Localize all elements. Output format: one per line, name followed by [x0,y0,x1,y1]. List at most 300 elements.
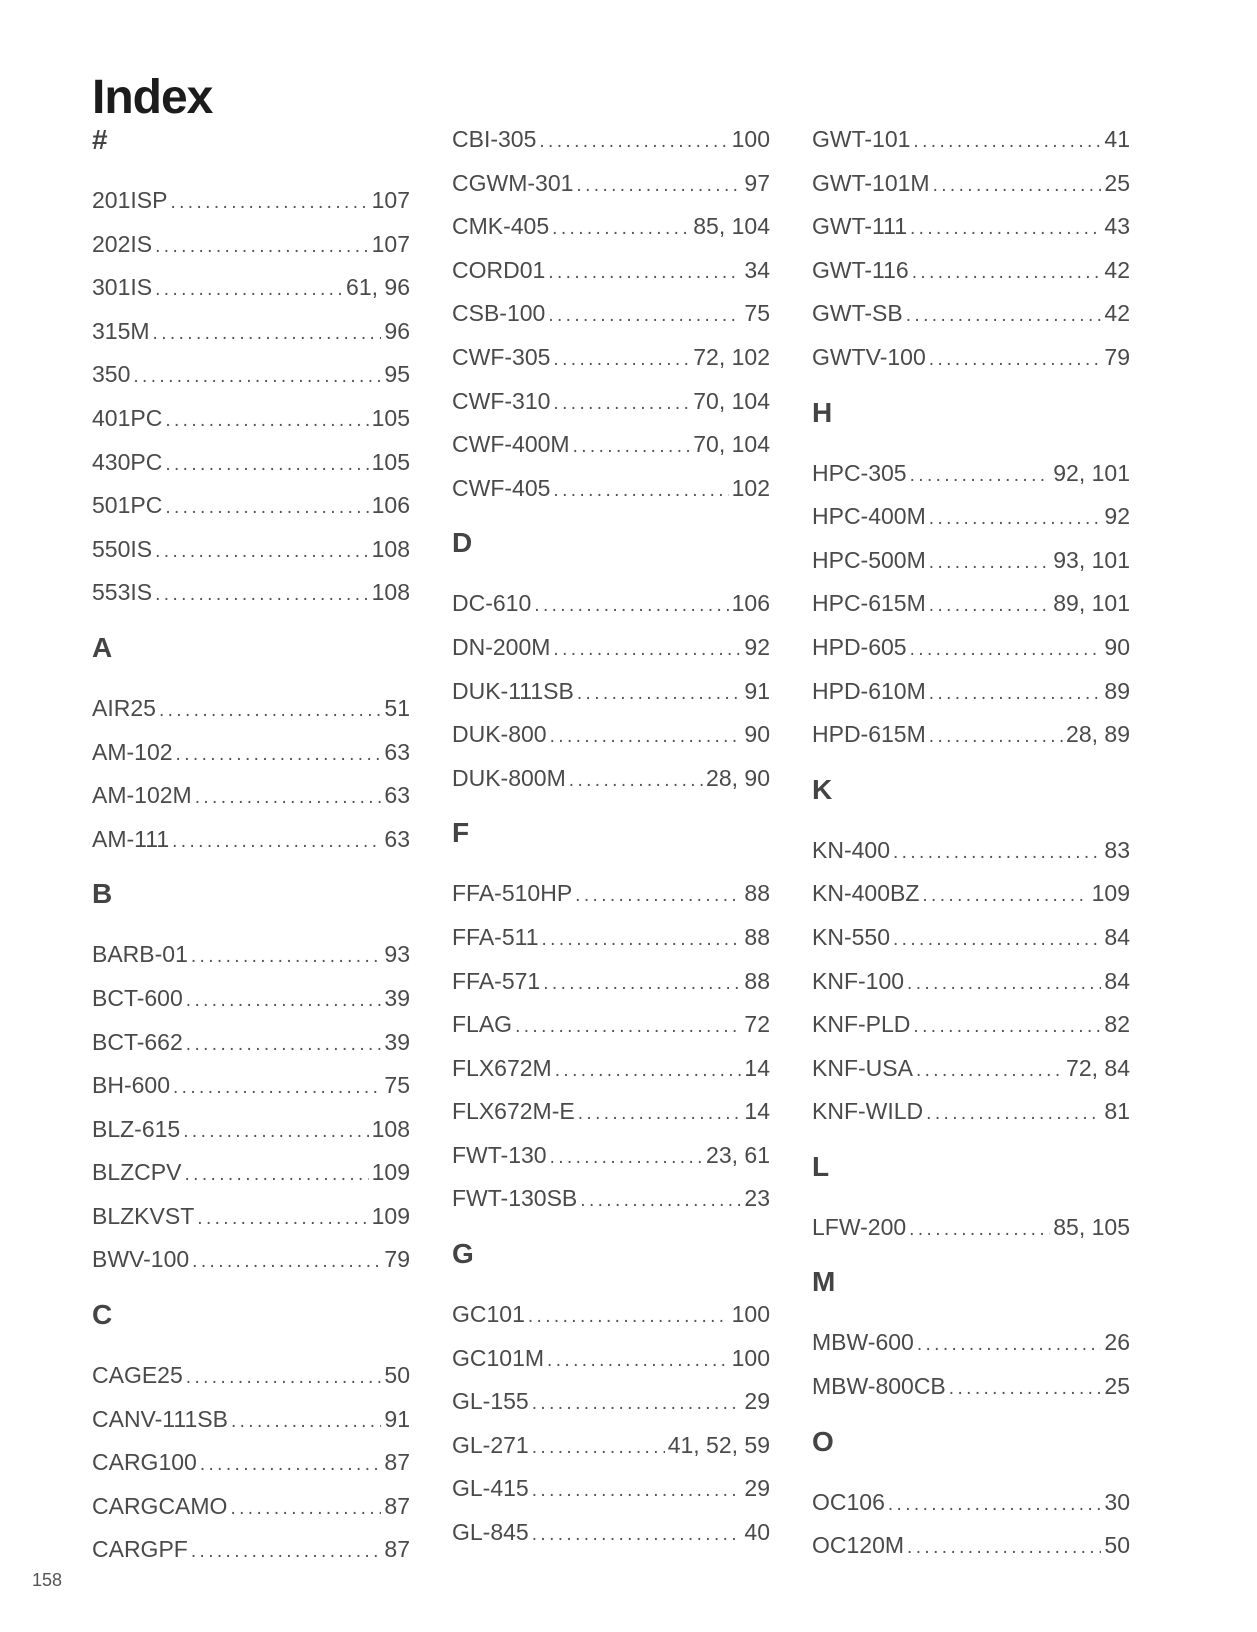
page-reference: 84 [1104,967,1130,994]
dot-leader [929,541,1050,585]
dot-leader [192,1240,381,1284]
dot-leader [159,689,381,733]
page-reference: 25 [1104,1373,1130,1400]
index-entry [812,1321,1130,1365]
page-reference: 88 [744,880,770,907]
index-entry [92,933,410,977]
index-entry [812,1365,1130,1409]
dot-leader [165,443,368,487]
index-entry [812,1206,1130,1250]
index-entry [92,1398,410,1442]
model-name: DC-610 [452,590,532,617]
dot-leader [197,1197,368,1241]
page-reference: 28, 90 [706,764,770,791]
model-name: GWT-101 [812,126,911,152]
page-reference: 63 [384,825,410,852]
model-name: AM-111 [92,825,170,852]
page-reference: 29 [744,1388,770,1415]
index-entry [92,1441,410,1485]
index-entry [92,774,410,818]
index-column-2 [452,118,770,1566]
index-entry [92,1064,410,1108]
model-name: 501PC [92,492,163,519]
dot-leader [553,628,741,672]
entry-list [452,582,770,800]
dot-leader [183,1110,368,1154]
page-reference: 14 [744,1054,770,1081]
page-reference: 89, 101 [1053,590,1130,617]
model-name: DUK-111SB [452,677,574,704]
model-name: 202IS [92,230,153,257]
dot-leader [893,831,1101,875]
index-entry [452,960,770,1004]
index-entry [92,1238,410,1282]
page-reference: 28, 89 [1066,721,1130,748]
index-entry [452,1511,770,1555]
page-reference: 91 [744,677,770,704]
model-name: FWT-130SB [452,1185,578,1212]
dot-leader [532,1382,742,1426]
model-name: BLZCPV [92,1159,182,1186]
index-entry [452,1047,770,1091]
index-entry [452,582,770,626]
dot-leader [907,962,1101,1006]
index-entry [452,249,770,293]
index-entry [812,582,1130,626]
model-name: AM-102 [92,738,173,765]
dot-leader [917,1323,1102,1367]
dot-leader [929,497,1102,541]
index-entry [92,353,410,397]
dot-leader [165,399,368,443]
index-entry [812,872,1130,916]
index-entry [812,1090,1130,1134]
dot-leader [184,1153,368,1197]
model-name: OC120M [812,1532,905,1559]
page-reference: 63 [384,738,410,765]
entry-list [92,933,410,1282]
dot-leader [547,1339,729,1383]
page-reference: 88 [744,967,770,994]
dot-leader [186,979,382,1023]
page-reference: 109 [1091,880,1130,907]
page-reference: 108 [371,579,410,606]
page-reference: 88 [744,923,770,950]
model-name: GL-155 [452,1388,529,1415]
page-reference: 25 [1104,169,1130,196]
page-reference: 93 [384,941,410,968]
page-reference: 83 [1104,836,1130,863]
index-entry [812,916,1130,960]
index-entry [92,1151,410,1195]
page-reference: 96 [384,317,410,344]
model-name: HPD-610M [812,677,926,704]
index-column-1 [92,118,410,1583]
index-entry [452,336,770,380]
section-letter: H [812,396,833,428]
page-reference: 100 [731,1344,770,1371]
index-entry [92,977,410,1021]
dot-leader [539,120,728,164]
model-name: CAGE25 [92,1362,183,1389]
page-reference: 87 [384,1536,410,1563]
dot-leader [153,312,382,356]
dot-leader [912,251,1102,295]
page-reference: 72, 102 [693,343,770,370]
dot-leader [165,486,368,530]
entry-list [812,452,1130,757]
page-reference: 107 [371,230,410,257]
index-entry [92,818,410,862]
dot-leader [543,962,741,1006]
index-section [812,1420,1130,1568]
index-entry [812,336,1130,380]
index-entry [812,539,1130,583]
page-reference: 89 [1104,677,1130,704]
page-reference: 92, 101 [1053,459,1130,486]
entry-list [812,829,1130,1134]
model-name: 553IS [92,579,153,606]
dot-leader [195,776,382,820]
index-entry [92,1485,410,1529]
dot-leader [231,1400,381,1444]
dot-leader [913,120,1101,164]
page-reference: 109 [371,1159,410,1186]
page-reference: 72 [744,1011,770,1038]
index-entry [812,249,1130,293]
dot-leader [577,672,742,716]
model-name: LFW-200 [812,1213,907,1240]
model-name: HPC-400M [812,503,926,530]
model-name: GL-271 [452,1431,529,1458]
index-entry [452,916,770,960]
dot-leader [155,573,369,617]
dot-leader [550,1136,703,1180]
index-section [812,1260,1130,1408]
page-number: 158 [32,1570,63,1590]
page-reference: 107 [371,187,410,213]
index-section [812,768,1130,1134]
model-name: BWV-100 [92,1246,190,1273]
index-entry [452,1090,770,1134]
page-reference: 82 [1104,1011,1130,1038]
page-reference: 93, 101 [1053,546,1130,573]
index-entry [812,670,1130,714]
dot-leader [949,1367,1102,1411]
index-entry [812,1481,1130,1525]
dot-leader [133,355,381,399]
page-reference: 97 [744,169,770,196]
model-name: CARGPF [92,1536,188,1563]
dot-leader [909,1208,1050,1252]
page-reference: 42 [1104,256,1130,283]
index-entry [452,1003,770,1047]
index-entry [92,687,410,731]
index-entry [92,1528,410,1572]
section-letter: # [92,124,108,155]
model-name: DUK-800 [452,721,547,748]
dot-leader [155,225,369,269]
model-name: FFA-571 [452,967,541,994]
model-name: FLX672M-E [452,1098,575,1125]
model-name: CORD01 [452,256,546,283]
index-section [452,521,770,800]
dot-leader [186,1356,382,1400]
model-name: GC101M [452,1344,545,1371]
page-reference: 81 [1104,1098,1130,1125]
dot-leader [186,1023,382,1067]
page-reference: 84 [1104,923,1130,950]
page-reference: 79 [384,1246,410,1273]
index-entry [452,1337,770,1381]
page-reference: 34 [744,256,770,283]
model-name: KNF-WILD [812,1098,924,1125]
dot-leader [172,820,381,864]
model-name: BH-600 [92,1072,170,1099]
dot-leader [542,918,742,962]
index-entry [452,1177,770,1221]
page-reference: 50 [384,1362,410,1389]
dot-leader [929,715,1063,759]
index-entry [812,162,1130,206]
dot-leader [532,1426,665,1470]
model-name: GL-415 [452,1475,529,1502]
index-column-3 [812,118,1130,1579]
page-reference: 87 [384,1492,410,1519]
page-reference: 26 [1104,1329,1130,1356]
page-reference: 108 [371,1115,410,1142]
index-section [452,811,770,1221]
index-entry [92,528,410,572]
model-name: CWF-310 [452,387,551,414]
index-entry [812,495,1130,539]
index-entry [92,266,410,310]
page-reference: 90 [1104,633,1130,660]
dot-leader [528,1295,729,1339]
dot-leader [922,874,1088,918]
model-name: CWF-305 [452,343,551,370]
dot-leader [910,454,1051,498]
index-entry [92,1354,410,1398]
index-entry [812,1047,1130,1091]
dot-leader [929,338,1102,382]
page-reference: 95 [384,361,410,388]
dot-leader [555,1049,742,1093]
page-reference: 100 [731,126,770,152]
model-name: BLZ-615 [92,1115,181,1142]
index-entry [452,1293,770,1337]
index-section [452,118,770,510]
page-reference: 75 [384,1072,410,1099]
page-title: Index [92,71,213,125]
dot-leader [906,294,1102,338]
page-reference: 85, 105 [1053,1213,1130,1240]
index-entry [452,626,770,670]
dot-leader [191,935,382,979]
page-reference: 50 [1104,1532,1130,1559]
page-reference: 102 [731,474,770,501]
page-reference: 23, 61 [706,1141,770,1168]
index-section [812,118,1130,380]
page-reference: 63 [384,782,410,809]
page-reference: 105 [371,448,410,475]
dot-leader [532,1513,742,1557]
dot-leader [893,918,1101,962]
index-entry [452,467,770,511]
index-entry [92,571,410,615]
model-name: GWT-116 [812,256,909,283]
entry-list [92,179,410,615]
index-entry [92,397,410,441]
index-entry [92,1108,410,1152]
dot-leader [170,181,368,225]
index-entry [812,960,1130,1004]
model-name: BCT-662 [92,1028,183,1055]
section-letter: K [812,773,833,805]
index-section [92,118,410,615]
index-entry [92,731,410,775]
dot-leader [910,207,1101,251]
index-entry [812,713,1130,757]
model-name: KNF-100 [812,967,905,994]
entry-list [452,872,770,1221]
page-reference: 92 [1104,503,1130,530]
entry-list [812,1206,1130,1250]
dot-leader [553,338,690,382]
model-name: 401PC [92,404,163,431]
model-name: DN-200M [452,633,551,660]
dot-leader [569,759,703,803]
index-entry [812,626,1130,670]
model-name: KN-550 [812,923,890,950]
index-section [92,872,410,1282]
dot-leader [155,530,369,574]
model-name: 350 [92,361,131,388]
dot-leader [548,294,741,338]
page-reference: 39 [384,984,410,1011]
page-reference: 75 [744,300,770,327]
entry-list [452,1293,770,1555]
entry-list [92,687,410,861]
dot-leader [575,874,741,918]
model-name: DUK-800M [452,764,566,791]
page-reference: 105 [371,404,410,431]
page-reference: 40 [744,1519,770,1546]
model-name: GWT-111 [812,213,907,240]
index-entry [452,162,770,206]
model-name: MBW-800CB [812,1373,946,1400]
index-entry [812,1524,1130,1568]
model-name: HPC-615M [812,590,926,617]
model-name: GWT-SB [812,300,903,327]
page-reference: 90 [744,721,770,748]
page-reference: 70, 104 [693,387,770,414]
index-entry [92,441,410,485]
model-name: HPC-305 [812,459,907,486]
index-entry [92,310,410,354]
model-name: GWT-101M [812,169,930,196]
page-reference: 91 [384,1405,410,1432]
section-letter: C [92,1299,113,1331]
model-name: CARGCAMO [92,1492,228,1519]
index-entry [452,205,770,249]
dot-leader [548,251,741,295]
model-name: 315M [92,317,150,344]
model-name: BARB-01 [92,941,188,968]
dot-leader [933,164,1102,208]
page-reference: 72, 84 [1066,1054,1130,1081]
entry-list [92,1354,410,1572]
entry-list [812,118,1130,380]
page-reference: 41, 52, 59 [667,1431,770,1458]
section-letter: M [812,1266,836,1298]
index-entry [452,292,770,336]
model-name: CWF-400M [452,431,570,458]
dot-leader [173,1066,381,1110]
model-name: BLZKVST [92,1202,195,1229]
model-name: KNF-PLD [812,1011,911,1038]
index-entry [812,1003,1130,1047]
index-entry [92,223,410,267]
page-reference: 106 [371,492,410,519]
section-letter: A [92,631,113,663]
dot-leader [552,207,690,251]
section-letter: D [452,527,473,559]
index-entry [452,1424,770,1468]
model-name: 550IS [92,535,153,562]
model-name: CBI-305 [452,126,537,152]
model-name: BCT-600 [92,984,183,1011]
index-entry [452,1467,770,1511]
index-entry [812,118,1130,162]
model-name: KNF-USA [812,1054,913,1081]
dot-leader [532,1469,742,1513]
page-reference: 43 [1104,213,1130,240]
index-entry [812,452,1130,496]
index-section [92,1293,410,1572]
dot-leader [200,1443,382,1487]
page-reference: 87 [384,1449,410,1476]
index-entry [452,757,770,801]
entry-list [452,118,770,510]
model-name: AIR25 [92,694,156,721]
model-name: CMK-405 [452,213,550,240]
entry-list [812,1481,1130,1568]
model-name: KN-400 [812,836,890,863]
index-entry [452,872,770,916]
model-name: CARG100 [92,1449,197,1476]
index-entry [92,1021,410,1065]
page-reference: 61, 96 [346,274,410,301]
entry-list [812,1321,1130,1408]
dot-leader [576,164,741,208]
model-name: CWF-405 [452,474,551,501]
model-name: FWT-130 [452,1141,547,1168]
dot-leader [230,1487,381,1531]
dot-leader [913,1005,1101,1049]
model-name: FFA-510HP [452,880,573,907]
page-reference: 51 [384,694,410,721]
page-reference: 85, 104 [693,213,770,240]
page-reference: 109 [371,1202,410,1229]
model-name: 430PC [92,448,163,475]
dot-leader [191,1530,382,1574]
index-section [92,626,410,861]
page-reference: 30 [1104,1488,1130,1515]
model-name: CSB-100 [452,300,546,327]
index-entry [92,179,410,223]
dot-leader [907,1526,1101,1570]
